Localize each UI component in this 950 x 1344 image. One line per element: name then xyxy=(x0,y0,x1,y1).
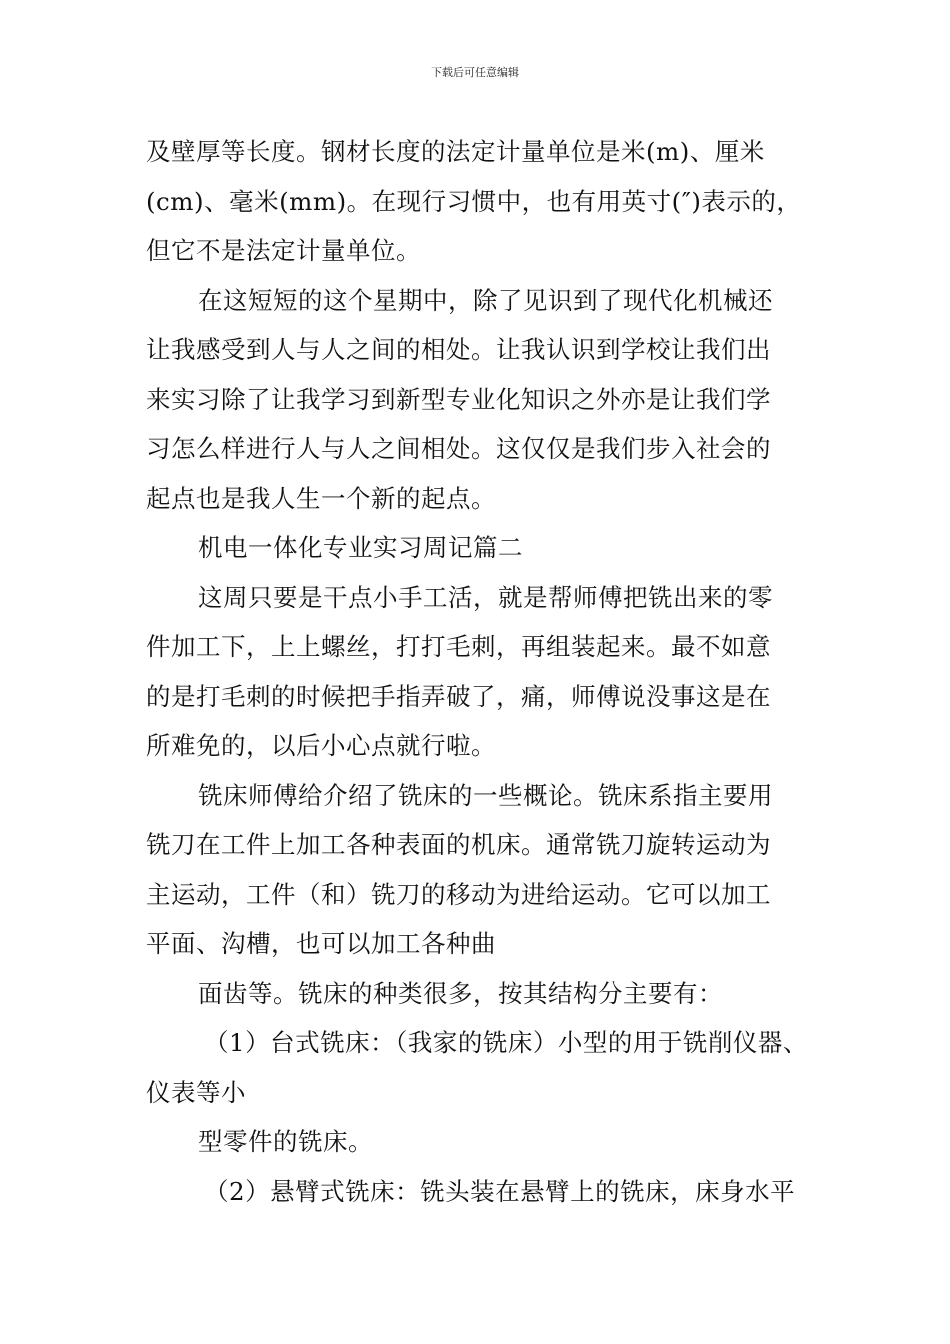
text-line: (cm)、毫米(mm)。在现行习惯中，也有用英寸(″)表示的， xyxy=(146,186,802,216)
list-item: （1）台式铣床：（我家的铣床）小型的用于铣削仪器、 xyxy=(204,1028,808,1057)
paragraph-start: 在这短短的这个星期中，除了见识到了现代化机械还 xyxy=(198,285,773,315)
text-line: 仪表等小 xyxy=(146,1077,246,1107)
text-line: 让我感受到人与人之间的相处。让我认识到学校让我们出 xyxy=(146,335,771,364)
text-line: 习怎么样进行人与人之间相处。这仅仅是我们步入社会的 xyxy=(146,434,771,463)
page-header: 下载后可任意编辑 xyxy=(431,66,519,79)
paragraph-start: 面齿等。铣床的种类很多，按其结构分主要有： xyxy=(198,978,723,1008)
text-line: 起点也是我人生一个新的起点。 xyxy=(146,483,496,513)
text-line: 主运动，工件（和）铣刀的移动为进给运动。它可以加工 xyxy=(146,879,771,909)
text-line: 件加工下，上上螺丝，打打毛刺，再组装起来。最不如意 xyxy=(146,632,771,661)
text-line: 及壁厚等长度。钢材长度的法定计量单位是米(m)、厘米 xyxy=(146,137,765,166)
document-body xyxy=(146,127,826,1216)
text-line: 型零件的铣床。 xyxy=(198,1127,373,1156)
text-line: 平面、沟槽，也可以加工各种曲 xyxy=(146,929,496,958)
text-line: 来实习除了让我学习到新型专业化知识之外亦是让我们学 xyxy=(146,384,771,414)
paragraph-start: 这周只要是干点小手工活，就是帮师傅把铣出来的零 xyxy=(198,582,773,612)
list-item: （2）悬臂式铣床：铣头装在悬臂上的铣床，床身水平 xyxy=(204,1176,796,1206)
text-line: 的是打毛刺的时候把手指弄破了，痛，师傅说没事这是在 xyxy=(146,681,771,711)
paragraph-start: 铣床师傅给介绍了铣床的一些概论。铣床系指主要用 xyxy=(198,780,773,810)
text-line: 铣刀在工件上加工各种表面的机床。通常铣刀旋转运动为 xyxy=(146,830,771,859)
text-line: 但它不是法定计量单位。 xyxy=(146,236,421,265)
section-heading: 机电一体化专业实习周记篇二 xyxy=(198,533,523,562)
text-line: 所难免的，以后小心点就行啦。 xyxy=(146,731,496,760)
